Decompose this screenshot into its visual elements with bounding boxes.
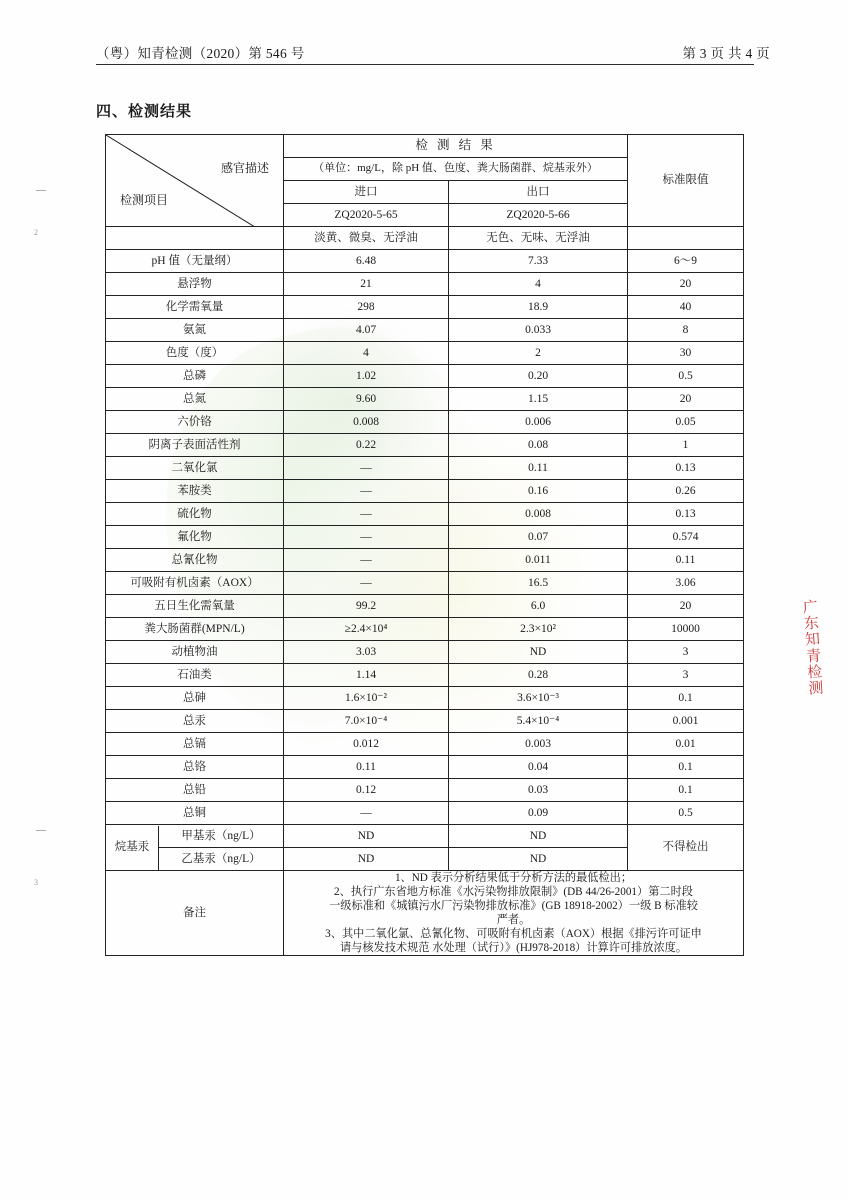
row-value-inlet: 0.11 <box>284 756 449 779</box>
row-item-name: 六价铬 <box>106 411 284 434</box>
row-value-outlet: 0.011 <box>449 549 628 572</box>
row-item-name: 总镉 <box>106 733 284 756</box>
row-value-outlet: 0.006 <box>449 411 628 434</box>
row-item-name: 苯胺类 <box>106 480 284 503</box>
notes-content <box>284 871 744 956</box>
row-value-outlet: 18.9 <box>449 296 628 319</box>
row-item-name: 氟化物 <box>106 526 284 549</box>
row-value-standard: 3 <box>628 641 744 664</box>
table-row <box>106 250 744 273</box>
row-value-inlet: 0.22 <box>284 434 449 457</box>
table-row <box>106 641 744 664</box>
row-value-outlet: 2 <box>449 342 628 365</box>
table-row <box>106 365 744 388</box>
row-value-inlet: ND <box>284 825 449 848</box>
page-number: 第 3 页 共 4 页 <box>682 46 770 61</box>
row-item-name: pH 值（无量纲） <box>106 250 284 273</box>
row-value-outlet: 0.11 <box>449 457 628 480</box>
table-row <box>106 687 744 710</box>
alkyl-mercury-standard: 不得检出 <box>628 825 744 871</box>
red-seal-stamp: 广 东 知 青 检 测 <box>802 599 825 698</box>
row-value-outlet: 16.5 <box>449 572 628 595</box>
row-value-outlet: 4 <box>449 273 628 296</box>
row-value-outlet: 0.003 <box>449 733 628 756</box>
table-row <box>106 388 744 411</box>
table-row <box>106 733 744 756</box>
row-value-inlet: — <box>284 480 449 503</box>
row-value-inlet: — <box>284 802 449 825</box>
row-item-name: 总磷 <box>106 365 284 388</box>
sensory-std-spacer <box>628 227 744 250</box>
row-value-inlet: 0.012 <box>284 733 449 756</box>
row-value-inlet: 1.14 <box>284 664 449 687</box>
sensory-row-spacer <box>106 227 284 250</box>
row-value-outlet: 3.6×10⁻³ <box>449 687 628 710</box>
table-row <box>106 618 744 641</box>
row-value-inlet: 4.07 <box>284 319 449 342</box>
row-value-standard: 20 <box>628 595 744 618</box>
row-value-outlet: 0.16 <box>449 480 628 503</box>
header-divider <box>96 64 754 65</box>
row-value-standard: 1 <box>628 434 744 457</box>
row-item-name: 石油类 <box>106 664 284 687</box>
row-value-standard: 0.1 <box>628 756 744 779</box>
row-value-inlet: ND <box>284 848 449 871</box>
note-line: 请与核发技术规范 水处理（试行）》(HJ978-2018）计算许可排放浓度。 <box>339 942 688 954</box>
note-line: 1、ND 表示分析结果低于分析方法的最低检出； <box>394 872 633 884</box>
alkyl-mercury-subitem: 乙基汞（ng/L） <box>159 847 283 870</box>
table-row <box>106 434 744 457</box>
test-item-label: 检测项目 <box>120 193 169 207</box>
alkyl-mercury-subitem: 甲基汞（ng/L） <box>181 830 261 843</box>
row-value-outlet: 1.15 <box>449 388 628 411</box>
row-value-standard: 0.1 <box>628 779 744 802</box>
row-value-standard: 0.5 <box>628 802 744 825</box>
row-value-inlet: — <box>284 572 449 595</box>
row-value-inlet: 298 <box>284 296 449 319</box>
row-value-inlet: 1.02 <box>284 365 449 388</box>
row-value-outlet: 0.008 <box>449 503 628 526</box>
row-value-standard: 20 <box>628 388 744 411</box>
row-value-outlet: 6.0 <box>449 595 628 618</box>
row-value-outlet: 2.3×10² <box>449 618 628 641</box>
notes-row <box>106 871 744 956</box>
row-item-name: 阴离子表面活性剂 <box>106 434 284 457</box>
row-value-inlet: — <box>284 549 449 572</box>
row-item-name: 总氰化物 <box>106 549 284 572</box>
row-item-name: 总铜 <box>106 802 284 825</box>
sample-code-inlet: ZQ2020-5-65 <box>284 204 449 227</box>
sample-code-outlet: ZQ2020-5-66 <box>449 204 628 227</box>
row-value-outlet: ND <box>449 848 628 871</box>
column-header-inlet: 进口 <box>284 181 449 204</box>
table-row <box>106 779 744 802</box>
report-number: （粤）知青检测（2020）第 546 号 <box>96 46 305 61</box>
table-row <box>106 710 744 733</box>
row-value-outlet: 0.08 <box>449 434 628 457</box>
sensory-value-inlet: 淡黄、微臭、无浮油 <box>284 227 449 250</box>
row-value-standard: 0.26 <box>628 480 744 503</box>
notes-label: 备注 <box>106 871 284 956</box>
row-value-inlet: — <box>284 457 449 480</box>
row-value-outlet: 0.28 <box>449 664 628 687</box>
row-item-name: 硫化物 <box>106 503 284 526</box>
table-row <box>106 503 744 526</box>
table-row <box>106 572 744 595</box>
sensory-value-outlet: 无色、无味、无浮油 <box>449 227 628 250</box>
table-row <box>106 825 744 848</box>
row-value-outlet: ND <box>449 641 628 664</box>
row-value-inlet: 21 <box>284 273 449 296</box>
row-value-inlet: 6.48 <box>284 250 449 273</box>
sensory-description-label: 感官描述 <box>220 161 269 175</box>
row-value-standard: 0.574 <box>628 526 744 549</box>
row-value-outlet: 0.03 <box>449 779 628 802</box>
row-value-standard: 40 <box>628 296 744 319</box>
row-value-inlet: 99.2 <box>284 595 449 618</box>
row-item-name: 总氮 <box>106 388 284 411</box>
table-row <box>106 664 744 687</box>
row-value-standard: 0.13 <box>628 503 744 526</box>
edge-number-2: 2 <box>34 228 38 237</box>
table-sensory-row <box>106 227 744 250</box>
row-item-name: 粪大肠菌群(MPN/L) <box>106 618 284 641</box>
edge-number-3: 3 <box>34 878 38 887</box>
table-row <box>106 273 744 296</box>
alkyl-mercury-label: 烷基汞 <box>114 841 150 854</box>
row-value-standard: 0.001 <box>628 710 744 733</box>
row-value-inlet: — <box>284 503 449 526</box>
row-value-standard: 8 <box>628 319 744 342</box>
row-value-standard: 20 <box>628 273 744 296</box>
table-row <box>106 319 744 342</box>
diagonal-divider-icon <box>106 135 283 226</box>
row-item-name: 色度（度） <box>106 342 284 365</box>
row-item-name: 总铬 <box>106 756 284 779</box>
header-corner-cell <box>106 135 284 227</box>
row-value-inlet: 3.03 <box>284 641 449 664</box>
row-value-standard: 30 <box>628 342 744 365</box>
row-item-name: 化学需氧量 <box>106 296 284 319</box>
row-value-outlet: ND <box>449 825 628 848</box>
column-header-outlet: 出口 <box>449 181 628 204</box>
table-row <box>106 595 744 618</box>
row-value-standard: 0.01 <box>628 733 744 756</box>
row-value-outlet: 7.33 <box>449 250 628 273</box>
row-item-name: 氨氮 <box>106 319 284 342</box>
row-item-name: 二氧化氯 <box>106 457 284 480</box>
note-line: 一级标准和《城镇污水厂污染物排放标准》(GB 18918-2002）一级 B 标准较 <box>329 900 698 912</box>
row-value-standard: 0.5 <box>628 365 744 388</box>
row-item-name: 总铅 <box>106 779 284 802</box>
table-row <box>106 756 744 779</box>
row-item-name: 总汞 <box>106 710 284 733</box>
row-value-outlet: 0.07 <box>449 526 628 549</box>
table-row <box>106 526 744 549</box>
result-group-title: 检 测 结 果 <box>284 135 628 158</box>
table-header-row <box>106 135 744 158</box>
row-value-outlet: 0.033 <box>449 319 628 342</box>
table-row <box>106 549 744 572</box>
row-item-name: 总砷 <box>106 687 284 710</box>
standard-limit-header: 标准限值 <box>628 135 744 227</box>
row-value-standard: 6～9 <box>628 250 744 273</box>
row-value-inlet: ≥2.4×10⁴ <box>284 618 449 641</box>
table-row <box>106 480 744 503</box>
row-value-outlet: 0.04 <box>449 756 628 779</box>
page-header <box>0 42 848 68</box>
row-item-name: 悬浮物 <box>106 273 284 296</box>
results-table <box>105 134 744 956</box>
row-value-standard: 10000 <box>628 618 744 641</box>
table-row <box>106 802 744 825</box>
row-item-name: 动植物油 <box>106 641 284 664</box>
page-title: 四、检测结果 <box>96 103 193 120</box>
row-value-standard: 0.05 <box>628 411 744 434</box>
row-value-standard: 0.13 <box>628 457 744 480</box>
row-value-inlet: 0.008 <box>284 411 449 434</box>
row-value-inlet: 9.60 <box>284 388 449 411</box>
table-row <box>106 342 744 365</box>
row-value-inlet: 4 <box>284 342 449 365</box>
result-unit-note: （单位：mg/L，除 pH 值、色度、粪大肠菌群、烷基汞外） <box>284 158 628 181</box>
row-value-standard: 0.1 <box>628 687 744 710</box>
row-value-inlet: 1.6×10⁻² <box>284 687 449 710</box>
row-value-standard: 0.11 <box>628 549 744 572</box>
alkyl-mercury-group-cell <box>106 825 284 871</box>
note-line: 2、执行广东省地方标准《水污染物排放限制》(DB 44/26-2001）第二时段 <box>334 886 693 898</box>
note-line: 严者。 <box>496 914 531 926</box>
row-value-outlet: 5.4×10⁻⁴ <box>449 710 628 733</box>
row-value-inlet: — <box>284 526 449 549</box>
row-value-standard: 3 <box>628 664 744 687</box>
edge-mark-2 <box>36 830 46 831</box>
row-item-name: 可吸附有机卤素（AOX） <box>106 572 284 595</box>
row-item-name: 五日生化需氧量 <box>106 595 284 618</box>
row-value-standard: 3.06 <box>628 572 744 595</box>
note-line: 3、其中二氧化氯、总氰化物、可吸附有机卤素（AOX）根据《排污许可证申 <box>325 928 702 940</box>
table-row <box>106 457 744 480</box>
row-value-inlet: 7.0×10⁻⁴ <box>284 710 449 733</box>
table-row <box>106 411 744 434</box>
row-value-outlet: 0.20 <box>449 365 628 388</box>
row-value-inlet: 0.12 <box>284 779 449 802</box>
table-row <box>106 296 744 319</box>
edge-mark-1 <box>36 190 46 191</box>
row-value-outlet: 0.09 <box>449 802 628 825</box>
